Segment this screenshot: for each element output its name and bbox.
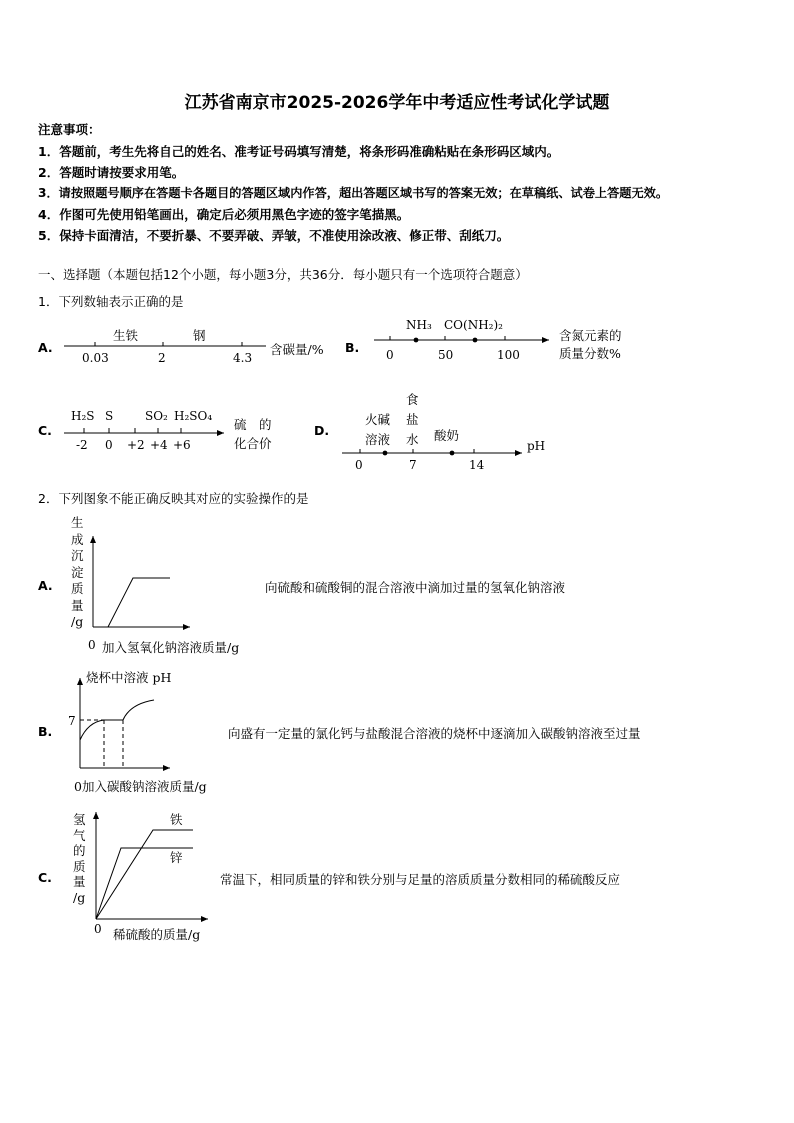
axis-tick-label: 4.3 — [233, 351, 253, 365]
axis-top-label: 生铁 — [113, 328, 139, 343]
section-heading: 一、选择题（本题包括12个小题，每小题3分，共36分．每小题只有一个选项符合题意） — [38, 267, 528, 282]
notice-item: 4．作图可先使用铅笔画出，确定后必须用黑色字迹的签字笔描黑。 — [38, 207, 410, 222]
line-label-iron: 铁 — [170, 812, 183, 827]
notice-item: 5．保持卡面清洁，不要折暴、不要弄破、弄皱，不准使用涂改液、修正带、刮纸刀。 — [38, 228, 510, 243]
axis-name: 含碳量/% — [270, 342, 324, 357]
axis-top-label: 火碱 — [365, 412, 391, 427]
option-description: 向盛有一定量的氯化钙与盐酸混合溶液的烧杯中逐滴加入碳酸钠溶液至过量 — [228, 726, 641, 741]
axis-top-label: H₂SO₄ — [174, 409, 213, 423]
point-marker — [450, 451, 455, 456]
axis-tick-label: 0.03 — [82, 351, 109, 365]
notice-item: 2．答题时请按要求用笔。 — [38, 165, 185, 180]
axis-top-label: NH₃ — [406, 318, 432, 332]
option-description: 向硫酸和硫酸铜的混合溶液中滴加过量的氢氧化钠溶液 — [265, 580, 566, 595]
question-stem: 2．下列图象不能正确反映其对应的实验操作的是 — [38, 491, 309, 506]
axis-top-label: 溶液 — [365, 432, 391, 447]
axis-top-label: 水 — [406, 432, 419, 447]
graph-y-label: 烧杯中溶液 pH — [86, 670, 172, 685]
axis-tick-label: +4 — [150, 438, 168, 452]
option-label: A. — [38, 340, 53, 355]
axis-name: pH — [527, 439, 546, 453]
question-stem: 1．下列数轴表示正确的是 — [38, 294, 184, 309]
notice-item: 1．答题前，考生先将自己的姓名、准考证号码填写清楚，将条形码准确粘贴在条形码区域内。 — [38, 144, 560, 159]
axis-name: 硫 的 — [234, 417, 272, 432]
point-marker — [383, 451, 388, 456]
axis-tick-label: +2 — [127, 438, 145, 452]
axis-tick-label: 7 — [409, 458, 417, 472]
axis-tick-label: 0 — [386, 348, 394, 362]
axis-top-label: H₂S — [71, 409, 95, 423]
graph-y-label: 生 成 沉 淀 质 量 /g — [71, 515, 84, 629]
axis-name: 化合价 — [234, 436, 272, 451]
line-label-zinc: 锌 — [170, 850, 183, 865]
graph-origin: 0 — [88, 638, 96, 652]
axis-tick-label: -2 — [76, 438, 88, 452]
axis-top-label: SO₂ — [145, 409, 168, 423]
axis-top-label: 酸奶 — [434, 428, 460, 443]
axis-top-label: 钢 — [193, 328, 206, 343]
point-marker — [414, 338, 419, 343]
option-label: C. — [38, 870, 52, 885]
graph-x-label: 0加入碳酸钠溶液质量/g — [74, 779, 207, 794]
axis-tick-label: +6 — [173, 438, 191, 452]
curve-zinc — [96, 848, 193, 919]
axis-tick-label: 50 — [438, 348, 454, 362]
option-description: 常温下，相同质量的锌和铁分别与足量的溶质质量分数相同的稀硫酸反应 — [220, 872, 621, 887]
option-label: D. — [314, 423, 330, 438]
notice-heading: 注意事项： — [38, 122, 101, 137]
option-label: B. — [38, 724, 53, 739]
option-label: A. — [38, 578, 53, 593]
curve-iron — [96, 830, 193, 919]
graph-y-label: 氢 气 的 质 量 /g — [73, 812, 86, 905]
graph-origin: 0 — [94, 922, 102, 936]
page-title: 江苏省南京市2025-2026学年中考适应性考试化学试题 — [184, 93, 610, 113]
axis-top-label: 食 — [406, 392, 419, 407]
axis-top-label: CO(NH₂)₂ — [444, 318, 503, 332]
graph-seven-label: 7 — [68, 714, 76, 728]
graph-x-label: 加入氢氧化钠溶液质量/g — [102, 640, 240, 655]
axis-tick-label: 0 — [355, 458, 363, 472]
option-label: C. — [38, 423, 52, 438]
axis-tick-label: 14 — [469, 458, 485, 472]
axis-name: 含氮元素的 — [559, 328, 622, 343]
point-marker — [473, 338, 478, 343]
axis-tick-label: 100 — [497, 348, 520, 362]
axis-top-label: S — [105, 409, 114, 423]
notice-item: 3．请按照题号顺序在答题卡各题目的答题区域内作答，超出答题区域书写的答案无效；在草稿纸、试卷上答题无效。 — [38, 186, 669, 200]
option-label: B. — [345, 340, 360, 355]
axis-name: 质量分数% — [559, 346, 621, 361]
axis-tick-label: 0 — [105, 438, 113, 452]
axis-tick-label: 2 — [158, 351, 166, 365]
curve-precipitate — [93, 578, 170, 627]
graph-x-label: 稀硫酸的质量/g — [113, 927, 201, 942]
axis-top-label: 盐 — [406, 412, 419, 427]
